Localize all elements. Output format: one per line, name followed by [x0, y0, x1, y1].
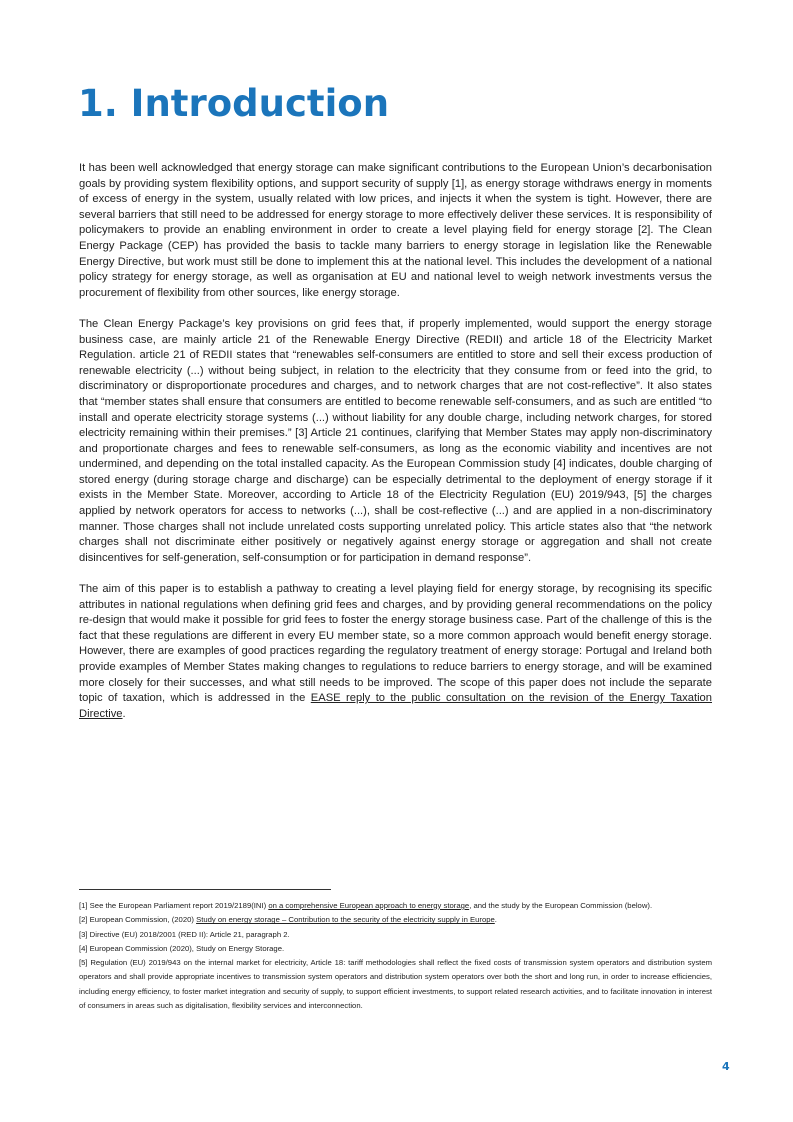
footnote-1	[79, 899, 712, 913]
page-number: 4	[722, 1060, 730, 1073]
paragraph-3-end: .	[122, 707, 126, 720]
ease-consultation-link[interactable]: EASE reply to the public consultation on the revision of the Energy Taxation Directive	[79, 692, 712, 720]
footnotes	[79, 899, 712, 1013]
footnote-2	[79, 913, 712, 927]
footnote-4: [4] European Commission (2020), Study on Energy Storage.	[79, 943, 285, 953]
footnote-2-text: [2] European Commission, (2020)	[79, 915, 197, 925]
page-title: 1. Introduction	[78, 82, 390, 125]
footnote-divider	[79, 889, 331, 890]
paragraph-1: It has been well acknowledged that energy storage can make significant contributions to the European Union’s decarbonisation goals by providing system flexibility options, and support security of supply [1], as energy storage withdraws energy in moments of excess of energy in the system, usually related with low prices, and injects it when the system is tight. However, there are several barriers that still need to be addressed for energy storage to more effectively deliver these services. It is responsibility of policymakers to provide an enabling environment in order to create a level playing field for energy storage [2]. The Clean Energy Package (CEP) has provided the basis to tackle many barriers to energy storage in legislation like the Renewable Energy Directive, but work must still be done to implement this at the national level. This includes the development of a national policy strategy for energy storage, as well as organisation at EU and national level to weigh network investments versus the procurement of flexibility from other sources, like energy storage.	[79, 162, 712, 299]
body-text	[79, 161, 712, 738]
footnote-1-link[interactable]: on a comprehensive European approach to energy storage	[268, 901, 470, 910]
footnote-2-end: .	[494, 915, 497, 925]
paragraph-3	[79, 582, 712, 722]
footnote-1-text: [1] See the European Parliament report 2019/2189(INI)	[79, 901, 269, 910]
footnote-2-link[interactable]: Study on energy storage – Contribution to the security of the electricity supply in Europe	[196, 915, 495, 925]
footnote-1-end: , and the study by the European Commission (below).	[469, 901, 653, 910]
footnote-3: [3] Directive (EU) 2018/2001 (RED II): Article 21, paragraph 2.	[79, 929, 290, 939]
paragraph-3-text: The aim of this paper is to establish a pathway to creating a level playing field for energy storage, by recognising its specific attributes in national regulations when defining grid fees and charges, and by providing general recommendations on the policy re-design that would make it possible for grid fees to foster the energy storage business case. Part of the challenge of this is the fact that these regulations are different in every EU member state, so a more common approach would benefit energy storage. However, there are examples of good practices regarding the regulatory treatment of energy storage: Portugal and Ireland both provide examples of Member States making changes to regulations to reduce barriers to energy storage, and will be examined more closely for their successes, and what still needs to be improved. The scope of this paper does not include the separate topic of taxation, which is addressed in the	[79, 583, 712, 705]
footnote-5: [5] Regulation (EU) 2019/943 on the internal market for electricity, Article 18: tariff methodologies shall reflect the fixed costs of transmission system operators and distribution system operators and shall provide appropriate incentives to transmission system operators and distribution system operators over both the short and long run, in order to increase efficiencies, including energy efficiency, to foster market integration and security of supply, to support efficient investments, to support related research activities, and to facilitate innovation in interest of consumers in areas such as digitalisation, flexibility services and interconnection.	[79, 958, 712, 1011]
paragraph-2: The Clean Energy Package’s key provisions on grid fees that, if properly implemented, would support the energy storage business case, are mainly article 21 of the Renewable Energy Directive (REDII) and article 18 of the Electricity Market Regulation. article 21 of REDII states that “renewables self-consumers are entitled to store and sell their excess production of renewable electricity (...) without being subject, in relation to the electricity that they consume from or feed into the grid, to discriminatory or disproportionate procedures and charges, and to network charges that are not cost-reflective”. It also states that “member states shall ensure that consumers are entitled to become renewable self-consumers, and as such are entitled “to install and operate electricity storage systems (...) without liability for any double charge, including network charges, for stored electricity remaining within their premises.” [3] Article 21 continues, clarifying that Member States may apply non-discriminatory and proportionate charges and fees to renewable self-consumers, as long as the economic viability and incentives are not undermined, and depending on the total installed capacity. As the European Commission study [4] indicates, double charging of stored energy (during storage charge and discharge) can be especially detrimental to the deployment of energy storage if it exists in the Member State. Moreover, according to Article 18 of the Electricity Regulation (EU) 2019/943, [5] the charges applied by network operators for access to networks (...), shall be cost-reflective (...) and are applied in a non-discriminatory manner. Those charges shall not include unrelated costs supporting unrelated policy. This article states also that “the network charges shall not discriminate either positively or negatively against energy storage or aggregation and shall not create disincentives for self-generation, self-consumption or for participation in demand response”.	[79, 317, 712, 564]
